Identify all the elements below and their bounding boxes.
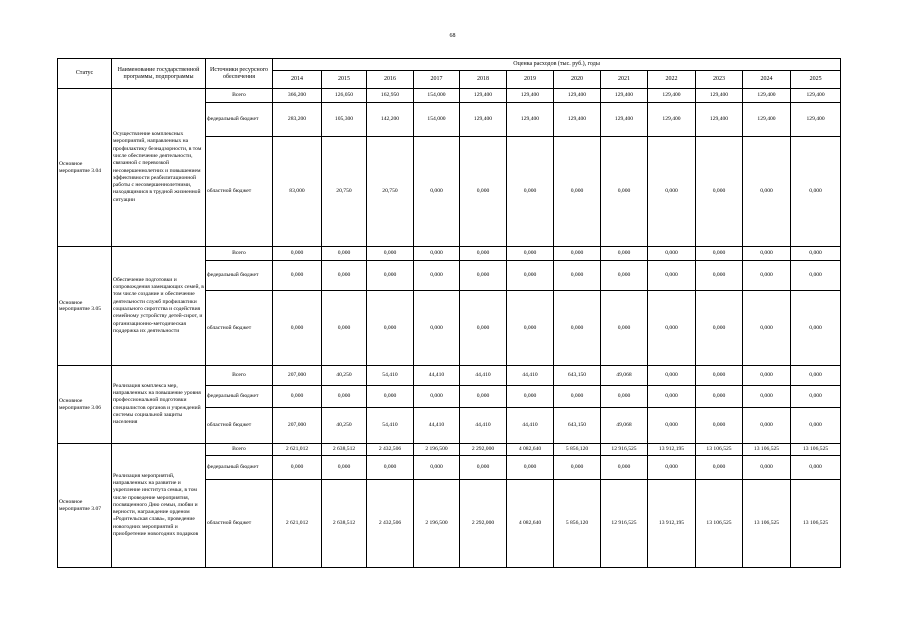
- value-cell: 0,000: [554, 247, 601, 261]
- value-cell: 0,000: [791, 291, 841, 366]
- value-cell: 129,400: [507, 103, 554, 137]
- value-cell: 0,000: [367, 261, 414, 291]
- value-cell: 0,000: [696, 247, 743, 261]
- value-cell: 0,000: [791, 247, 841, 261]
- source-cell: Всего: [206, 366, 273, 386]
- value-cell: 0,000: [322, 386, 367, 408]
- value-cell: 0,000: [414, 247, 460, 261]
- value-cell: 129,400: [791, 103, 841, 137]
- value-cell: 0,000: [791, 366, 841, 386]
- value-cell: 0,000: [322, 291, 367, 366]
- value-cell: 13 106,525: [743, 444, 791, 456]
- value-cell: 207,000: [273, 408, 322, 444]
- value-cell: 0,000: [648, 291, 696, 366]
- value-cell: 54,410: [367, 408, 414, 444]
- value-cell: 44,410: [414, 366, 460, 386]
- value-cell: 0,000: [460, 261, 507, 291]
- value-cell: 643,150: [554, 408, 601, 444]
- value-cell: 0,000: [743, 291, 791, 366]
- value-cell: 44,410: [507, 408, 554, 444]
- status-cell: Основное мероприятие 3.05: [58, 247, 112, 366]
- value-cell: 44,410: [414, 408, 460, 444]
- value-cell: 0,000: [460, 247, 507, 261]
- value-cell: 0,000: [696, 137, 743, 247]
- source-cell: федеральный бюджет: [206, 103, 273, 137]
- header-year: 2018: [460, 71, 507, 89]
- value-cell: 0,000: [507, 137, 554, 247]
- budget-table: [57, 58, 841, 568]
- value-cell: 0,000: [554, 291, 601, 366]
- value-cell: 0,000: [460, 291, 507, 366]
- value-cell: 0,000: [414, 386, 460, 408]
- value-cell: 4 082,640: [507, 480, 554, 568]
- value-cell: 0,000: [460, 456, 507, 480]
- value-cell: 129,400: [601, 89, 648, 103]
- value-cell: 13 106,525: [696, 480, 743, 568]
- value-cell: 129,400: [696, 89, 743, 103]
- value-cell: 2 621,012: [273, 444, 322, 456]
- value-cell: 0,000: [273, 247, 322, 261]
- value-cell: 20,750: [367, 137, 414, 247]
- value-cell: 0,000: [743, 386, 791, 408]
- value-cell: 0,000: [743, 408, 791, 444]
- value-cell: 2 638,512: [322, 444, 367, 456]
- value-cell: 0,000: [791, 261, 841, 291]
- value-cell: 0,000: [414, 291, 460, 366]
- value-cell: 0,000: [273, 291, 322, 366]
- value-cell: 162,950: [367, 89, 414, 103]
- value-cell: 0,000: [322, 247, 367, 261]
- value-cell: 12 916,525: [601, 444, 648, 456]
- header-year: 2024: [743, 71, 791, 89]
- value-cell: 0,000: [696, 456, 743, 480]
- value-cell: 0,000: [414, 456, 460, 480]
- value-cell: 129,400: [743, 103, 791, 137]
- value-cell: 0,000: [322, 261, 367, 291]
- value-cell: 12 916,525: [601, 480, 648, 568]
- value-cell: 2 292,000: [460, 480, 507, 568]
- value-cell: 0,000: [791, 386, 841, 408]
- value-cell: 142,200: [367, 103, 414, 137]
- table-row: [58, 89, 841, 103]
- value-cell: 13 912,195: [648, 480, 696, 568]
- header-year: 2016: [367, 71, 414, 89]
- value-cell: 0,000: [743, 366, 791, 386]
- value-cell: 40,250: [322, 408, 367, 444]
- value-cell: 54,410: [367, 366, 414, 386]
- value-cell: 5 856,120: [554, 480, 601, 568]
- value-cell: 44,410: [460, 366, 507, 386]
- table-body: [58, 89, 841, 568]
- status-cell: Основное мероприятие 3.04: [58, 89, 112, 247]
- value-cell: 0,000: [743, 137, 791, 247]
- value-cell: 0,000: [367, 291, 414, 366]
- value-cell: 0,000: [696, 291, 743, 366]
- value-cell: 13 106,525: [791, 480, 841, 568]
- value-cell: 0,000: [367, 456, 414, 480]
- value-cell: 0,000: [696, 366, 743, 386]
- header-year: 2019: [507, 71, 554, 89]
- value-cell: 283,200: [273, 103, 322, 137]
- value-cell: 20,750: [322, 137, 367, 247]
- source-cell: Всего: [206, 247, 273, 261]
- value-cell: 4 082,640: [507, 444, 554, 456]
- header-year: 2023: [696, 71, 743, 89]
- header-estimate: Оценка расходов (тыс. руб.), годы: [273, 59, 841, 71]
- value-cell: 129,400: [507, 89, 554, 103]
- value-cell: 0,000: [322, 456, 367, 480]
- value-cell: 0,000: [648, 386, 696, 408]
- value-cell: 0,000: [601, 386, 648, 408]
- header-year: 2017: [414, 71, 460, 89]
- value-cell: 0,000: [414, 261, 460, 291]
- value-cell: 0,000: [696, 261, 743, 291]
- value-cell: 0,000: [791, 408, 841, 444]
- header-year: 2020: [554, 71, 601, 89]
- value-cell: 129,400: [460, 89, 507, 103]
- value-cell: 366,200: [273, 89, 322, 103]
- value-cell: 129,400: [554, 89, 601, 103]
- value-cell: 0,000: [460, 137, 507, 247]
- value-cell: 0,000: [601, 261, 648, 291]
- table-row: [58, 444, 841, 456]
- value-cell: 0,000: [743, 247, 791, 261]
- value-cell: 0,000: [743, 456, 791, 480]
- activity-name-cell: Осуществление комплексных мероприятий, направленных на профилактику безнадзорности, в том числе обеспечение деятельности, связанной с перевозкой несовершеннолетних и повышением эффективности реабилитационной работы с несовершеннолетними, находящимися в трудной жизненной ситуации: [112, 89, 206, 247]
- value-cell: 0,000: [648, 137, 696, 247]
- value-cell: 2 432,506: [367, 444, 414, 456]
- value-cell: 643,150: [554, 366, 601, 386]
- value-cell: 0,000: [791, 456, 841, 480]
- value-cell: 0,000: [273, 261, 322, 291]
- status-cell: Основное мероприятие 3.06: [58, 366, 112, 444]
- value-cell: 2 638,512: [322, 480, 367, 568]
- value-cell: 129,400: [743, 89, 791, 103]
- value-cell: 129,400: [791, 89, 841, 103]
- value-cell: 0,000: [791, 137, 841, 247]
- value-cell: 2 196,500: [414, 480, 460, 568]
- value-cell: 0,000: [554, 386, 601, 408]
- value-cell: 44,410: [460, 408, 507, 444]
- value-cell: 44,410: [507, 366, 554, 386]
- value-cell: 13 106,525: [791, 444, 841, 456]
- activity-name-cell: Реализация мероприятий, направленных на развитие и укрепление института семьи, в том числе проведение мероприятия, посвященного Дню семьи, любви и верности, награждение орденом «Родительская слава», проведение новогодних мероприятий и приобретение новогодних подарков: [112, 444, 206, 568]
- value-cell: 0,000: [648, 408, 696, 444]
- value-cell: 5 856,120: [554, 444, 601, 456]
- value-cell: 105,300: [322, 103, 367, 137]
- table-row: [58, 247, 841, 261]
- value-cell: 129,400: [648, 103, 696, 137]
- source-cell: областной бюджет: [206, 137, 273, 247]
- value-cell: 2 196,500: [414, 444, 460, 456]
- source-cell: федеральный бюджет: [206, 456, 273, 480]
- value-cell: 0,000: [601, 137, 648, 247]
- source-cell: Всего: [206, 444, 273, 456]
- activity-name-cell: Реализация комплекса мер, направленных на повышение уровня профессиональной подготовки специалистов органов и учреждений системы социальной защиты населения: [112, 366, 206, 444]
- value-cell: 0,000: [648, 366, 696, 386]
- value-cell: 129,400: [554, 103, 601, 137]
- header-year: 2014: [273, 71, 322, 89]
- value-cell: 0,000: [507, 247, 554, 261]
- source-cell: областной бюджет: [206, 480, 273, 568]
- value-cell: 0,000: [367, 386, 414, 408]
- value-cell: 0,000: [696, 386, 743, 408]
- value-cell: 129,400: [601, 103, 648, 137]
- value-cell: 2 432,506: [367, 480, 414, 568]
- source-cell: Всего: [206, 89, 273, 103]
- value-cell: 0,000: [554, 261, 601, 291]
- value-cell: 154,000: [414, 89, 460, 103]
- value-cell: 0,000: [507, 386, 554, 408]
- value-cell: 0,000: [696, 408, 743, 444]
- value-cell: 0,000: [273, 456, 322, 480]
- value-cell: 0,000: [648, 247, 696, 261]
- header-sources: Источники ресурсного обеспечения: [206, 59, 273, 89]
- value-cell: 0,000: [414, 137, 460, 247]
- value-cell: 0,000: [601, 456, 648, 480]
- value-cell: 13 106,525: [743, 480, 791, 568]
- value-cell: 0,000: [507, 261, 554, 291]
- source-cell: федеральный бюджет: [206, 261, 273, 291]
- source-cell: областной бюджет: [206, 408, 273, 444]
- source-cell: областной бюджет: [206, 291, 273, 366]
- value-cell: 0,000: [507, 456, 554, 480]
- header-name: Наименование государственной программы, подпрограммы: [112, 59, 206, 89]
- value-cell: 13 106,525: [696, 444, 743, 456]
- value-cell: 129,400: [460, 103, 507, 137]
- value-cell: 0,000: [554, 137, 601, 247]
- value-cell: 40,250: [322, 366, 367, 386]
- page-number: 68: [449, 33, 456, 39]
- value-cell: 0,000: [460, 386, 507, 408]
- value-cell: 0,000: [648, 261, 696, 291]
- header-year: 2022: [648, 71, 696, 89]
- value-cell: 49,068: [601, 408, 648, 444]
- header-status: Статус: [58, 59, 112, 89]
- value-cell: 0,000: [601, 247, 648, 261]
- value-cell: 0,000: [273, 386, 322, 408]
- value-cell: 207,000: [273, 366, 322, 386]
- value-cell: 49,068: [601, 366, 648, 386]
- value-cell: 13 912,195: [648, 444, 696, 456]
- source-cell: федеральный бюджет: [206, 386, 273, 408]
- value-cell: 0,000: [743, 261, 791, 291]
- header-year: 2015: [322, 71, 367, 89]
- status-cell: Основное мероприятие 3.07: [58, 444, 112, 568]
- value-cell: 126,050: [322, 89, 367, 103]
- value-cell: 0,000: [367, 247, 414, 261]
- value-cell: 0,000: [507, 291, 554, 366]
- header-year: 2021: [601, 71, 648, 89]
- value-cell: 0,000: [648, 456, 696, 480]
- header-year: 2025: [791, 71, 841, 89]
- value-cell: 154,000: [414, 103, 460, 137]
- value-cell: 2 292,000: [460, 444, 507, 456]
- value-cell: 129,400: [648, 89, 696, 103]
- value-cell: 0,000: [554, 456, 601, 480]
- value-cell: 83,000: [273, 137, 322, 247]
- value-cell: 0,000: [601, 291, 648, 366]
- table-row: [58, 366, 841, 386]
- value-cell: 2 621,012: [273, 480, 322, 568]
- value-cell: 129,400: [696, 103, 743, 137]
- activity-name-cell: Обеспечение подготовки и сопровождения замещающих семей, в том числе создание и обеспечение деятельности служб профилактики социального сиротства и содействия семейному устройству детей-сирот, и организационно-методическая поддержка их деятельности: [112, 247, 206, 366]
